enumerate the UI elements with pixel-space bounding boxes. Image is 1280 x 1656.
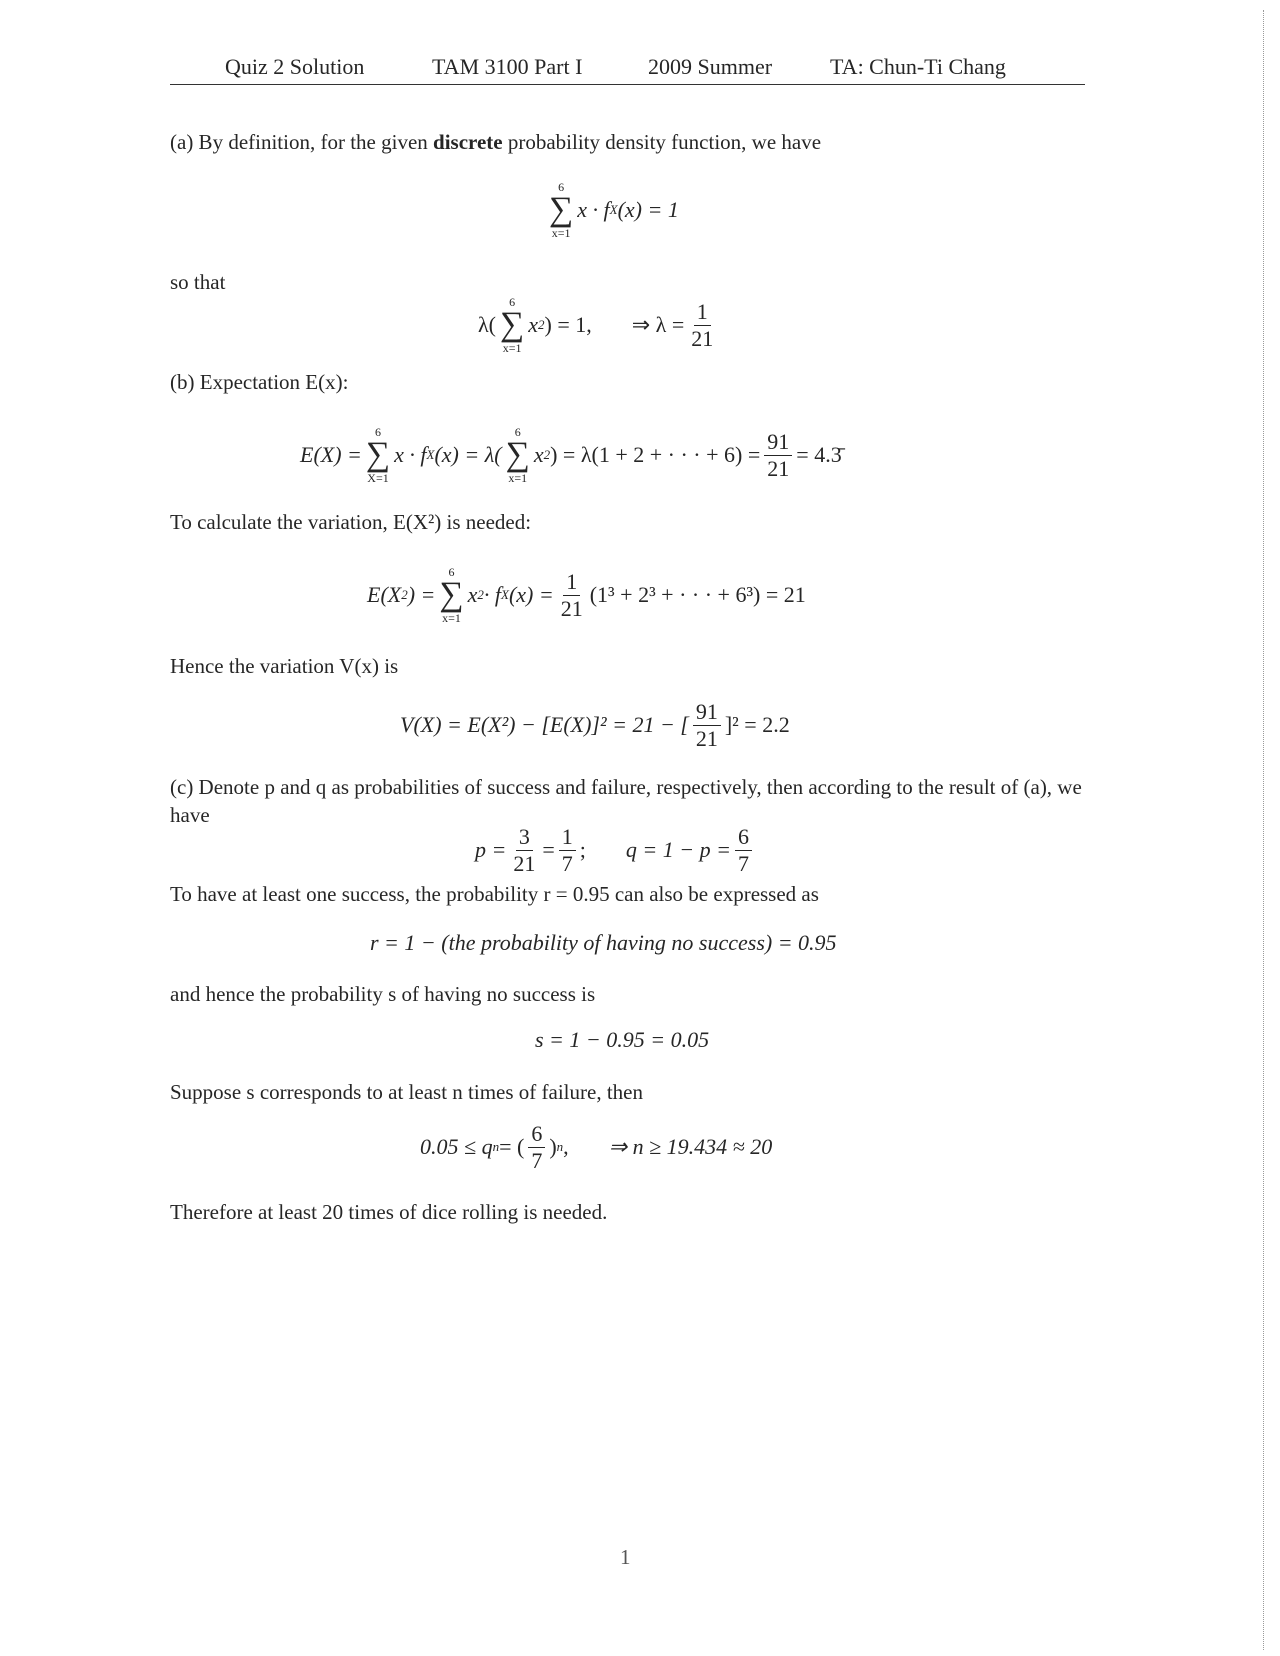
fraction: $\frac{91}{21}$: [693, 699, 721, 752]
hence-variation-text: Hence the variation V(x) is: [170, 654, 399, 678]
success-text: To have at least one success, the probability r = 0.95 can also be expressed as: [170, 882, 819, 906]
header-ta: TA: Chun-Ti Chang: [830, 54, 1006, 79]
fraction: $\frac{6}{7}$: [528, 1121, 545, 1174]
equation-variance: V(X) = E(X²) − [E(X)]² = 21 − [ $\frac{91}{21}$ ]² = 2.2: [400, 698, 790, 751]
fraction: $\frac{91}{21}$: [764, 429, 792, 482]
fraction: $\frac{3}{21}$: [513, 823, 536, 876]
equation-p-q: p = $\frac{3}{21}$ = $\frac{1}{7}$ ; q = 1 − p = $\frac{6}{7}$: [475, 805, 756, 895]
part-b-label: (b) Expectation E(x):: [170, 370, 349, 394]
summation: 6 ∑ x=1: [439, 565, 464, 625]
hence-probability-text: and hence the probability s of having no success is: [170, 982, 596, 1006]
part-c-intro: (c) Denote p and q as probabilities of success and failure, respectively, then according to the result of (a), we have: [170, 775, 1082, 827]
equation-n: 0.05 ≤ q n = ( $\frac{6}{7}$ ) n , ⇒ n ≥ 19.434 ≈ 20: [420, 1120, 773, 1173]
conclusion-text: Therefore at least 20 times of dice rolling is needed.: [170, 1200, 608, 1224]
equation-s: s = 1 − 0.95 = 0.05: [535, 1027, 710, 1052]
header-course: TAM 3100 Part I: [432, 54, 583, 79]
bold-discrete: discrete: [433, 130, 503, 154]
equation-normalization: 6 ∑ x=1 x · f X (x) = 1: [549, 180, 679, 240]
header-title: Quiz 2 Solution: [225, 54, 365, 79]
part-a-intro: (a) By definition, for the given discrete probability density function, we have: [170, 130, 822, 154]
fraction: $\frac{6}{7}$: [735, 824, 752, 877]
suppose-text: Suppose s corresponds to at least n times of failure, then: [170, 1080, 643, 1104]
equation-lambda: λ( 6 ∑ x=1 x 2 ) = 1, ⇒ λ = $\frac{1}{21}$: [478, 280, 720, 370]
page-edge-line: [1263, 10, 1264, 1650]
summation: 6 ∑ x=1: [500, 295, 525, 355]
equation-r: r = 1 − (the probability of having no success) = 0.95: [370, 930, 837, 955]
equation-expectation: E(X) = 6 ∑ X=1 x · f X (x) = λ( 6 ∑ x=1 x 2 ) = λ(1 + 2 + · · · + 6) = $\frac{91}{21}$ = 4.3̄: [300, 425, 842, 485]
header-term: 2009 Summer: [648, 54, 773, 79]
fraction: $\frac{1}{21}$: [560, 568, 583, 621]
so-that-text: so that: [170, 270, 226, 294]
summation: 6 ∑ x=1: [505, 425, 530, 485]
variation-text: To calculate the variation, E(X²) is needed:: [170, 510, 532, 534]
summation: 6 ∑ x=1: [549, 180, 574, 240]
fraction: $\frac{1}{7}$: [559, 824, 576, 877]
page-number: 1: [620, 1545, 631, 1569]
summation: 6 ∑ X=1: [365, 425, 391, 485]
equation-second-moment: E(X 2 ) = 6 ∑ x=1 x 2 · f X (x) = $\frac{1}{21}$ (1³ + 2³ + · · · + 6³) = 21: [367, 565, 806, 625]
fraction: $\frac{1}{21}$: [691, 298, 714, 351]
page-header: [170, 50, 1085, 85]
